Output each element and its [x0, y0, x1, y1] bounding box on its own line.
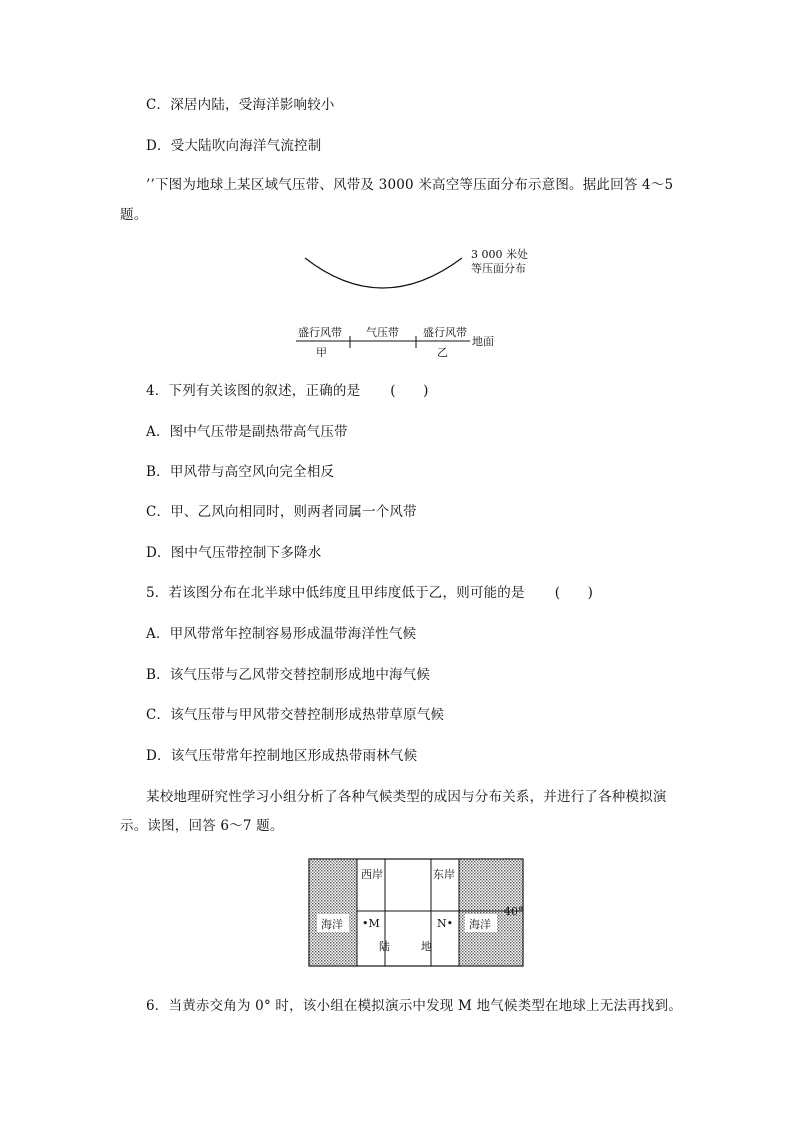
- isobar-label-1: 3 000 米处: [471, 248, 528, 261]
- q6-stem: 6．当黄赤交角为 0° 时，该小组在模拟演示中发现 M 地气候类型在地球上无法再找到。: [146, 998, 683, 1014]
- intro-text-line2: 题。: [120, 207, 148, 223]
- q5-answer-bracket: ( ): [554, 585, 594, 601]
- east-coast-label: 东岸: [433, 868, 455, 881]
- q4-option-a: A．图中气压带是副热带高气压带: [146, 424, 348, 440]
- intro-text-line1: ’’下图为地球上某区域气压带、风带及 3000 米高空等压面分布示意图。据此回答 4～5: [146, 177, 674, 193]
- belt-label-mid: 气压带: [366, 326, 399, 339]
- ocean-left-area: [309, 859, 357, 966]
- ground-label: 地面: [472, 335, 494, 348]
- west-coast-label: 西岸: [361, 868, 383, 881]
- belt-label-left: 盛行风带: [298, 326, 342, 339]
- land-label-2: 地: [421, 940, 432, 953]
- land-label-1: 陆: [379, 940, 390, 953]
- label-yi: 乙: [437, 346, 448, 359]
- isobar-label-2: 等压面分布: [471, 262, 526, 275]
- option-c-prev: C．深居内陆，受海洋影响较小: [146, 97, 335, 113]
- belt-label-right: 盛行风带: [423, 326, 467, 339]
- q5-option-d: D．该气压带常年控制地区形成热带雨林气候: [146, 748, 418, 764]
- q5-option-b: B．该气压带与乙风带交替控制形成地中海气候: [146, 667, 431, 683]
- q4-stem-text: 4．下列有关该图的叙述，正确的是: [146, 383, 361, 399]
- ocean-right-label: 海洋: [469, 918, 491, 931]
- ocean-left-label: 海洋: [321, 918, 343, 931]
- point-m-label: •M: [362, 917, 380, 930]
- q4-option-d: D．图中气压带控制下多降水: [146, 545, 322, 561]
- intro2-line1: 某校地理研究性学习小组分析了各种气候类型的成因与分布关系，并进行了各种模拟演: [146, 789, 667, 805]
- label-jia: 甲: [316, 346, 327, 359]
- q4-answer-bracket: ( ): [390, 383, 429, 399]
- q4-option-c: C．甲、乙风向相同时，则两者同属一个风带: [146, 504, 417, 520]
- q5-option-c: C．该气压带与甲风带交替控制形成热带草原气候: [146, 707, 445, 723]
- q5-option-a: A．甲风带常年控制容易形成温带海洋性气候: [146, 626, 417, 642]
- intro2-line2: 示。读图，回答 6～7 题。: [120, 818, 284, 834]
- point-n-label: N•: [437, 917, 454, 930]
- q4-option-b: B．甲风带与高空风向完全相反: [146, 464, 335, 480]
- q5-stem-text: 5．若该图分布在北半球中低纬度且甲纬度低于乙，则可能的是: [146, 585, 525, 601]
- latitude-label: 40°: [504, 905, 524, 918]
- option-d-prev: D．受大陆吹向海洋气流控制: [146, 138, 322, 154]
